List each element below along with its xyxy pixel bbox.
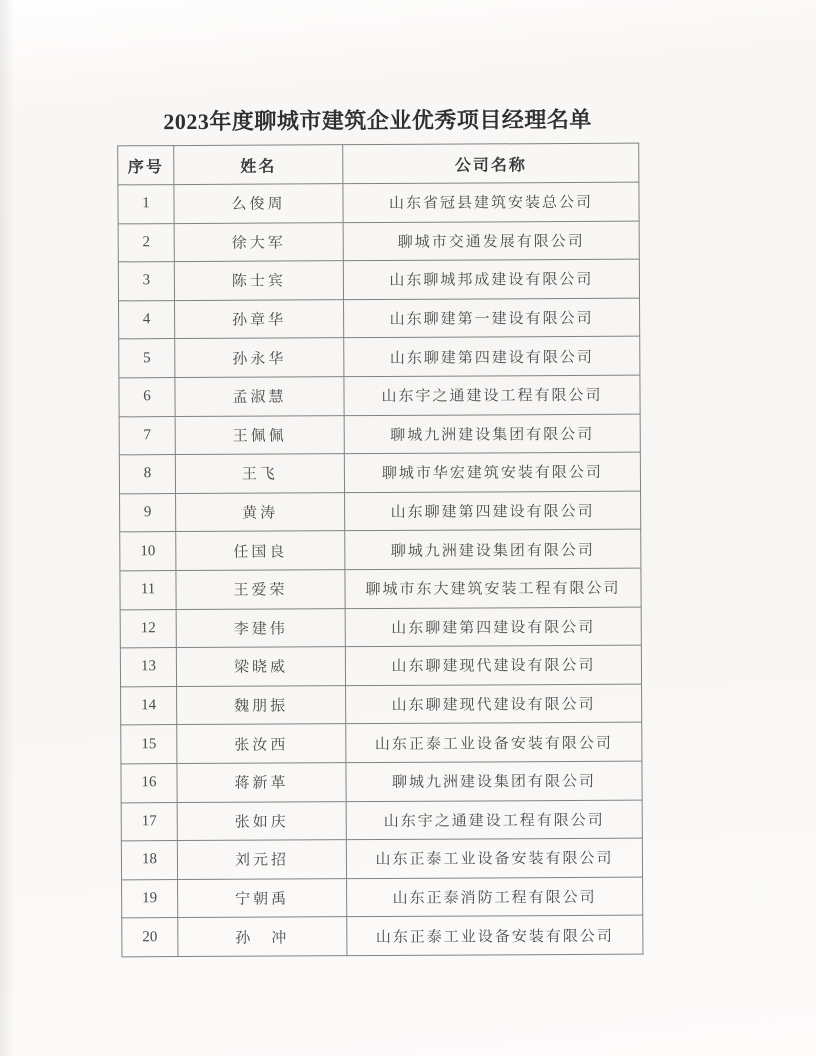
manager-name-cell: 王佩佩 — [175, 415, 344, 454]
manager-name-cell: 宁朝禹 — [178, 878, 347, 917]
company-name-cell: 山东聊城邦成建设有限公司 — [343, 259, 639, 299]
company-name-cell: 山东正泰工业设备安装有限公司 — [347, 915, 643, 955]
table-row — [118, 259, 639, 300]
manager-name-cell: 蒋新革 — [177, 763, 346, 802]
serial-number-cell: 15 — [121, 725, 177, 764]
manager-name-cell: 么俊周 — [174, 184, 343, 223]
page-title: 2023年度聊城市建筑企业优秀项目经理名单 — [163, 106, 592, 135]
serial-number-cell: 13 — [120, 648, 176, 687]
company-name-cell: 山东正泰工业设备安装有限公司 — [346, 838, 642, 878]
serial-number-cell: 19 — [122, 879, 178, 918]
manager-name-cell: 魏朋振 — [177, 685, 346, 724]
table-row — [121, 684, 642, 725]
table-row — [118, 221, 639, 262]
table-row — [119, 375, 640, 416]
manager-name-cell: 张如庆 — [177, 801, 346, 840]
table-row — [119, 452, 640, 493]
company-name-cell: 聊城九洲建设集团有限公司 — [346, 761, 642, 801]
header-company-name: 公司名称 — [343, 143, 639, 184]
serial-number-cell: 1 — [118, 185, 174, 224]
manager-name-cell: 任国良 — [176, 531, 345, 570]
table-row — [122, 877, 643, 918]
manager-name-cell: 孙章华 — [175, 299, 344, 338]
company-name-cell: 山东省冠县建筑安装总公司 — [343, 182, 639, 222]
serial-number-cell: 5 — [119, 339, 175, 378]
serial-number-cell: 17 — [121, 802, 177, 841]
serial-number-cell: 18 — [121, 841, 177, 880]
table-row — [120, 607, 641, 648]
header-row — [118, 143, 639, 185]
table-row — [120, 568, 641, 609]
table-row — [120, 529, 641, 570]
table-row — [121, 722, 642, 763]
manager-name-cell: 刘元招 — [177, 840, 346, 879]
company-name-cell: 山东聊建第四建设有限公司 — [345, 491, 641, 531]
serial-number-cell: 3 — [118, 262, 174, 301]
company-name-cell: 聊城市东大建筑安装工程有限公司 — [345, 568, 641, 608]
company-name-cell: 山东聊建第四建设有限公司 — [344, 337, 640, 377]
project-managers-table — [117, 143, 643, 958]
company-name-cell: 山东聊建第一建设有限公司 — [344, 298, 640, 338]
table-row — [119, 337, 640, 378]
manager-name-cell: 张汝西 — [177, 724, 346, 763]
serial-number-cell: 8 — [119, 455, 175, 494]
serial-number-cell: 16 — [121, 763, 177, 802]
serial-number-cell: 11 — [120, 570, 176, 609]
table-row — [121, 761, 642, 802]
company-name-cell: 山东正泰消防工程有限公司 — [347, 877, 643, 917]
manager-name-cell: 黄涛 — [176, 492, 345, 531]
company-name-cell: 山东宇之通建设工程有限公司 — [346, 800, 642, 840]
company-name-cell: 山东聊建现代建设有限公司 — [346, 684, 642, 724]
manager-name-cell: 陈士宾 — [174, 261, 343, 300]
manager-name-cell: 孟淑慧 — [175, 377, 344, 416]
table-row — [120, 491, 641, 532]
table-header — [118, 143, 639, 185]
manager-name-cell: 孙永华 — [175, 338, 344, 377]
table-row — [121, 838, 642, 879]
serial-number-cell: 7 — [119, 416, 175, 455]
serial-number-cell: 12 — [120, 609, 176, 648]
company-name-cell: 聊城市交通发展有限公司 — [343, 221, 639, 261]
company-name-cell: 聊城九洲建设集团有限公司 — [344, 414, 640, 454]
table-row — [119, 414, 640, 455]
manager-name-cell: 孙 冲 — [178, 917, 347, 956]
serial-number-cell: 10 — [120, 532, 176, 571]
serial-number-cell: 20 — [122, 918, 178, 957]
serial-number-cell: 9 — [120, 493, 176, 532]
table-row — [118, 182, 639, 223]
table-body — [118, 182, 643, 957]
manager-name-cell: 王爱荣 — [176, 570, 345, 609]
manager-name-cell: 李建伟 — [176, 608, 345, 647]
table-row — [119, 298, 640, 339]
company-name-cell: 聊城九洲建设集团有限公司 — [345, 529, 641, 569]
table-row — [120, 645, 641, 686]
header-name: 姓名 — [174, 145, 343, 185]
company-name-cell: 山东聊建现代建设有限公司 — [345, 645, 641, 685]
serial-number-cell: 14 — [121, 686, 177, 725]
document-content — [117, 105, 642, 958]
company-name-cell: 山东正泰工业设备安装有限公司 — [346, 722, 642, 762]
manager-name-cell: 王飞 — [175, 454, 344, 493]
company-name-cell: 山东宇之通建设工程有限公司 — [344, 375, 640, 415]
company-name-cell: 山东聊建第四建设有限公司 — [345, 607, 641, 647]
manager-name-cell: 徐大军 — [174, 222, 343, 261]
serial-number-cell: 2 — [118, 223, 174, 262]
serial-number-cell: 6 — [119, 378, 175, 417]
company-name-cell: 聊城市华宏建筑安装有限公司 — [344, 452, 640, 492]
manager-name-cell: 梁晓威 — [176, 647, 345, 686]
table-row — [122, 915, 643, 956]
table-row — [121, 800, 642, 841]
header-serial-number: 序号 — [118, 146, 174, 185]
serial-number-cell: 4 — [119, 300, 175, 339]
